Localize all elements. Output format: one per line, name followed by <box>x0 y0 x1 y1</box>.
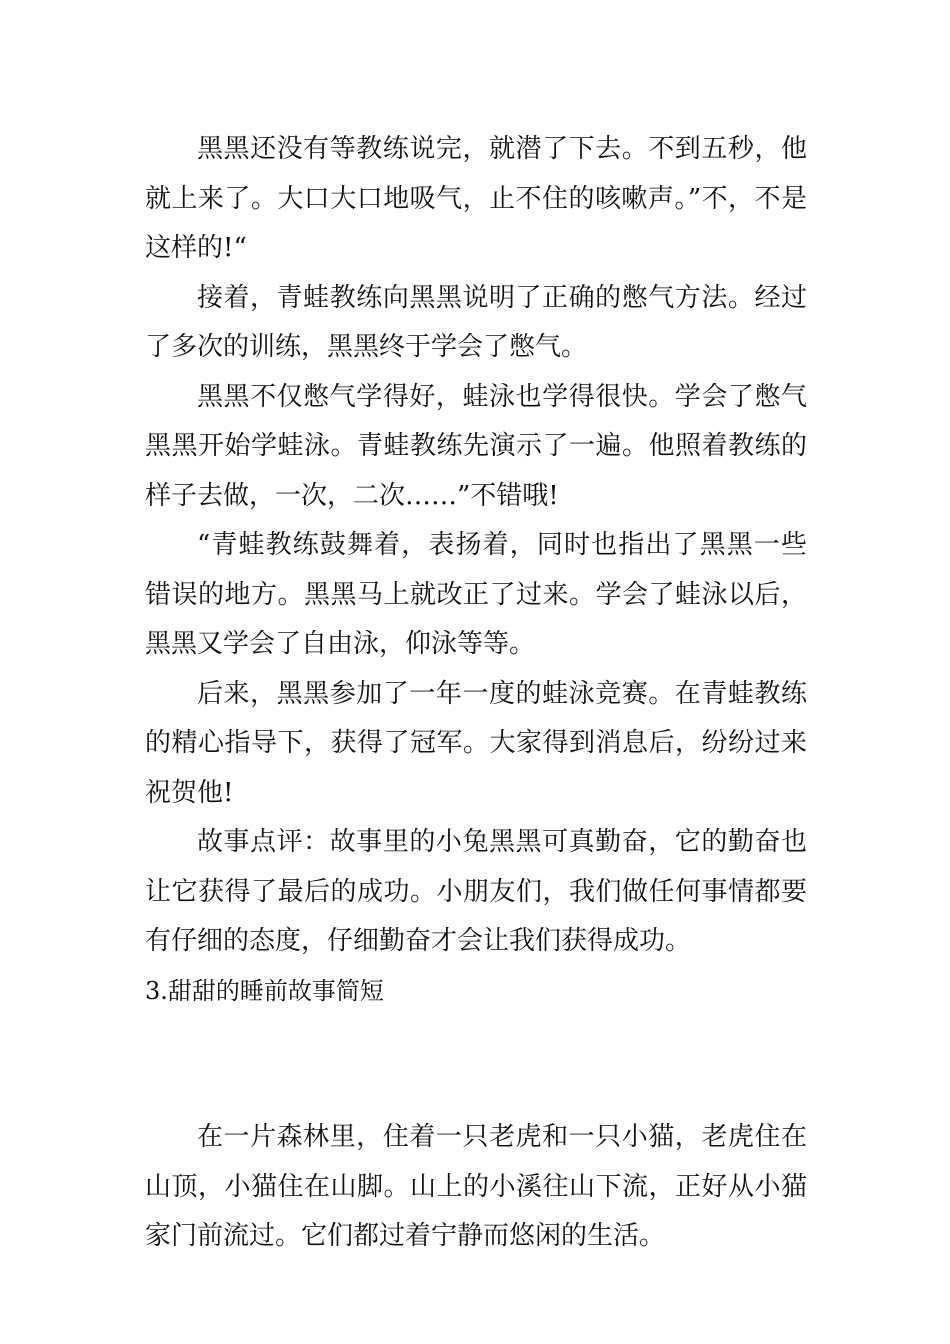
paragraph-6: 故事点评：故事里的小兔黑黑可真勤奋，它的勤奋也让它获得了最后的成功。小朋友们，我们做任何事情都要有仔细的态度，仔细勤奋才会让我们获得成功。 <box>145 827 807 956</box>
document-body <box>145 125 807 1262</box>
paragraph-3: 黑黑不仅憋气学得好，蛙泳也学得很快。学会了憋气黑黑开始学蛙泳。青蛙教练先演示了一遍。他照着教练的样子去做，一次，二次……”不错哦! <box>145 381 807 511</box>
paragraph-2: 接着，青蛙教练向黑黑说明了正确的憋气方法。经过了多次的训练，黑黑终于学会了憋气。 <box>145 282 807 362</box>
paragraph-7: 在一片森林里，住着一只老虎和一只小猫，老虎住在山顶，小猫住在山脚。山上的小溪往山下流，正好从小猫家门前流过。它们都过着宁静而悠闲的生活。 <box>145 1122 807 1251</box>
paragraph-4: “青蛙教练鼓舞着，表扬着，同时也指出了黑黑一些错误的地方。黑黑马上就改正了过来。学会了蛙泳以后，黑黑又学会了自由泳，仰泳等等。 <box>145 530 807 659</box>
paragraph-1: 黑黑还没有等教练说完，就潜了下去。不到五秒，他就上来了。大口大口地吸气，止不住的咳嗽声。”不，不是这样的!“ <box>145 134 807 263</box>
section-heading: 3.甜甜的睡前故事简短 <box>145 976 384 1005</box>
paragraph-5: 后来，黑黑参加了一年一度的蛙泳竞赛。在青蛙教练的精心指导下，获得了冠军。大家得到消息后，纷纷过来祝贺他! <box>145 678 807 808</box>
section-spacer <box>145 1016 807 1113</box>
